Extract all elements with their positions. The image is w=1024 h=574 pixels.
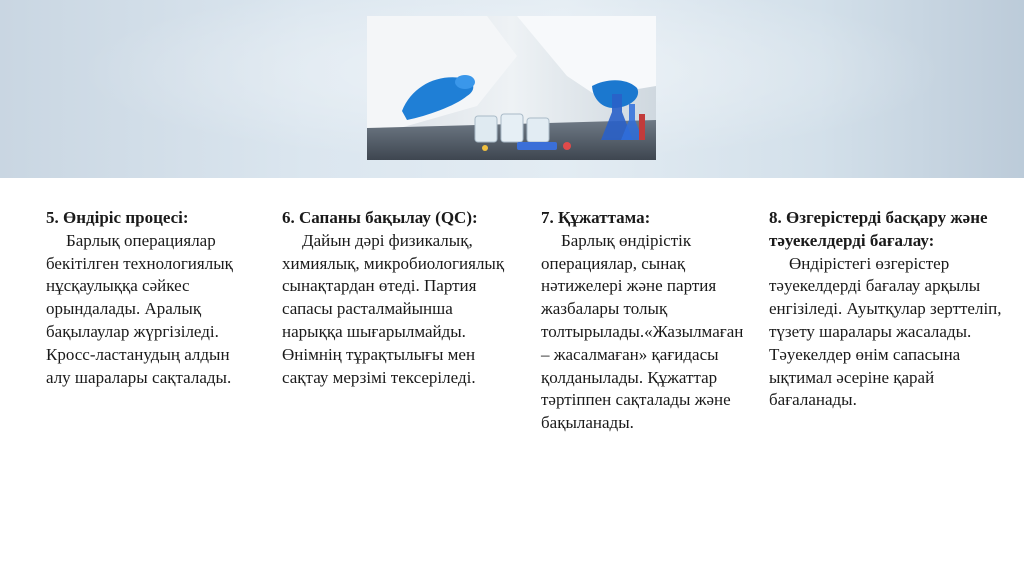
section-heading: 7. Құжаттама: (541, 208, 651, 227)
section-documentation (541, 207, 749, 435)
section-body: Барлық өндірістік операциялар, сынақ нәтижелері және партия жазбалары толық толтырылады.«Жазылмаған – жасалмаған» қағидасы қолданылады. Құжаттар тәртіппен сақталады және бақыланады. (541, 230, 744, 433)
section-production-process (46, 207, 258, 389)
section-body: Өндірістегі өзгерістер тәуекелдерді бағалау арқылы енгізіледі. Ауытқулар зерттеліп, түзету шаралары жасалады. Тәуекелдер өнім сапасына ықтимал әсеріне қарай бағаланады. (769, 253, 1002, 410)
section-body: Дайын дәрі физикалық, химиялық, микробиологиялық сынақтардан өтеді. Партия сапасы расталмайынша нарыққа шығарылмайды. Өнімнің тұрақтылығы мен сақтау мерзімі тексеріледі. (282, 230, 505, 387)
section-heading: 8. Өзгерістерді басқару және тәуекелдерді бағалау: (769, 208, 988, 250)
section-quality-control (282, 207, 516, 389)
section-body: Барлық операциялар бекітілген технологиялық нұсқаулыққа сәйкес орындалады. Аралық бақылаулар жүргізіледі. Кросс-ластанудың алдын алу шаралары сақталады. (46, 230, 233, 387)
section-heading: 6. Сапаны бақылау (QC): (282, 208, 478, 227)
section-change-management (769, 207, 1019, 412)
section-heading: 5. Өндіріс процесі: (46, 208, 189, 227)
lab-photo (367, 16, 656, 160)
